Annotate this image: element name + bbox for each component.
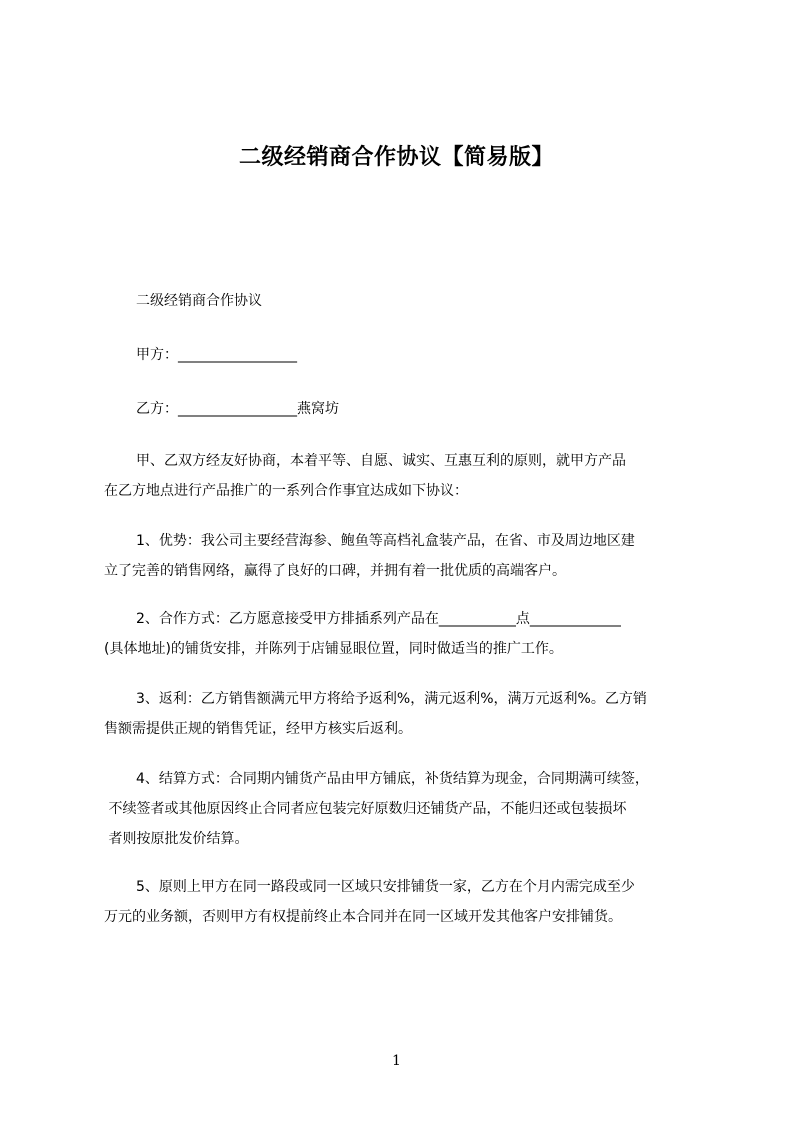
- clause-4-line-3: 者则按原批发价结算。: [104, 831, 249, 847]
- agreement-heading-text: 二级经销商合作协议: [136, 293, 262, 309]
- page-number: 1: [392, 1053, 401, 1069]
- party-a-line: [104, 340, 704, 370]
- clause-4-line-1: 4、结算方式：合同期内铺货产品由甲方铺底，补货结算为现金，合同期满可续签，: [136, 771, 649, 787]
- clause-5-paragraph: [104, 872, 704, 932]
- clause-1-line-2: 立了完善的销售网络，赢得了良好的口碑，并拥有着一批优质的高端客户。: [104, 563, 566, 579]
- clause-2-paragraph: [104, 604, 704, 664]
- clause-4-line-2: 不续签者或其他原因终止合同者应包装完好原数归还铺货产品，不能归还或包装损坏: [104, 801, 627, 817]
- intro-line-2: 在乙方地点进行产品推广的一系列合作事宜达成如下协议：: [104, 483, 468, 499]
- clause-3-line-1: 3、返利：乙方销售额满元甲方将给予返利%，满元返利%，满万元返利%。乙方销: [136, 691, 647, 707]
- clause-5-line-1: 5、原则上甲方在同一路段或同一区域只安排铺货一家，乙方在个月内需完成至少: [136, 879, 635, 895]
- clause-1-line-1: 1、优势：我公司主要经营海参、鲍鱼等高档礼盒装产品，在省、市及周边地区建: [136, 533, 635, 549]
- clause-2-line-2: (具体地址)的铺货安排，并陈列于店铺显眼位置，同时做适当的推广工作。: [104, 641, 563, 657]
- clause-3-line-2: 售额需提供正规的销售凭证，经甲方核实后返利。: [104, 721, 412, 737]
- clause-5-line-2: 万元的业务额，否则甲方有权提前终止本合同并在同一区域开发其他客户安排铺货。: [104, 909, 622, 925]
- clause-3-paragraph: [104, 684, 704, 744]
- agreement-heading: [104, 286, 704, 316]
- intro-paragraph: [104, 446, 704, 506]
- clause-4-paragraph: [104, 764, 704, 854]
- clause-2-line-1: 2、合作方式：乙方愿意接受甲方排插系列产品在___________点_____________: [136, 611, 621, 627]
- document-title: 二级经销商合作协议【简易版】: [238, 145, 554, 170]
- party-b-line: [104, 394, 704, 424]
- clause-1-paragraph: [104, 526, 704, 586]
- intro-line-1: 甲、乙双方经友好协商，本着平等、自愿、诚实、互惠互利的原则，就甲方产品: [136, 453, 626, 469]
- party-a-text: 甲方：_________________: [136, 347, 297, 363]
- party-b-text: 乙方：_________________燕窝坊: [136, 401, 339, 417]
